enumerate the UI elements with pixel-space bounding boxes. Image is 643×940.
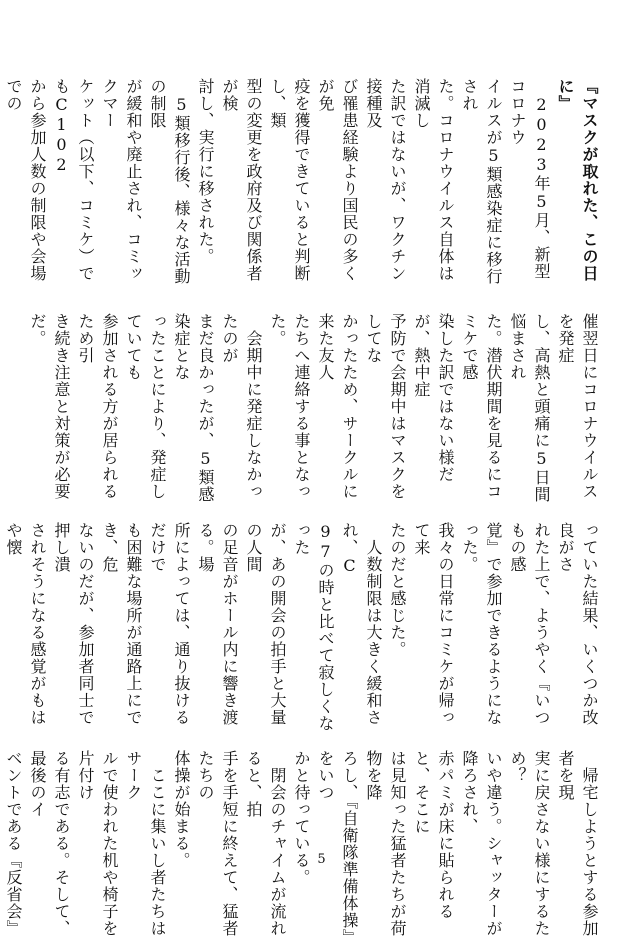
text-line: 体操が始まる。: [172, 750, 191, 869]
text-line: まだ良かったが、5類感染症とな: [172, 313, 215, 503]
text-line: 実に戻さない様にするため？: [508, 750, 551, 937]
text-line: 人数制限は大きく緩和され、C: [340, 522, 383, 726]
text-block-2: [28, 313, 601, 513]
bold-heading-line: 『マスクが取れた、この日に』: [556, 78, 599, 282]
text-line: 帰宅しようとする参加者を現: [556, 750, 599, 937]
text-line: かと待っている。: [292, 750, 311, 886]
text-line: たちへ連絡する事となった。: [268, 313, 311, 500]
text-line: の足音がホール内に響き渡る。場: [196, 522, 239, 726]
text-line: は見知った猛者たちが荷物を降: [364, 750, 407, 937]
text-line: 会期中に発症しなかったのが: [220, 313, 263, 500]
text-line: 97の時と比べて寂しくなった: [292, 522, 335, 732]
text-line: 予防で会期中はマスクをしてな: [364, 313, 407, 500]
text-line: 催翌日にコロナウイルスを発症: [556, 313, 599, 500]
text-line: び罹患経験より国民の多くが免: [316, 78, 359, 282]
text-block-3: [4, 522, 601, 732]
text-line: いや違う。シャッターが降ろされ、: [460, 750, 503, 937]
text-line: 型の変更を政府及び関係者が検: [220, 78, 263, 282]
text-line: [0, 78, 1, 288]
text-line: かったため、サークルに来た友人: [316, 313, 359, 500]
text-line: た訳ではないが、ワクチン接種及: [364, 78, 407, 282]
text-line: イルスが5類感染症に移行され: [460, 78, 503, 285]
bold-heading-line: [0, 313, 1, 513]
text-block-1: [4, 78, 601, 288]
text-line: し、高熱と頭痛に5日間悩まされ: [508, 313, 551, 503]
text-line: ルで使われた机や椅子を片付け: [76, 750, 119, 937]
text-line: ないのだが、参加者同士で押し潰: [52, 522, 95, 726]
text-line: ベントである『反省会』: [4, 750, 23, 937]
text-line: [0, 522, 1, 732]
text-line: 赤パミが床に貼られると、そこに: [412, 750, 455, 920]
text-line: る有志である。そして、最後のイ: [28, 750, 71, 937]
text-line: ケット（以下、コミケ）でもC102: [52, 78, 95, 282]
text-line: 2023年5月、新型コロナウ: [508, 78, 551, 280]
text-line: 我々の日常にコミケが帰って来: [412, 522, 455, 726]
text-line: たのだと感じた。: [388, 522, 407, 658]
text-line: から参加人数の制限や会場での: [4, 78, 47, 282]
text-line: 討し、実行に移された。: [196, 78, 215, 265]
text-line: ろし、『自衛隊準備体操』をいつ: [316, 750, 359, 938]
text-line: 覚』で参加できるようになった。: [460, 522, 503, 726]
text-line: た。コロナウイルス自体は消滅し: [412, 78, 455, 282]
text-line: 所によっては、通り抜けるだけで: [148, 522, 191, 726]
text-line: き続き注意と対策が必要だ。: [28, 313, 71, 500]
text-line: っていた結果、いくつか改良がさ: [556, 522, 599, 726]
text-line: されそうになる感覚がもはや懐: [4, 522, 47, 726]
text-line: た。潜伏期間を見るにコミケで感: [460, 313, 503, 500]
text-line: ここに集いし者たちはサーク: [124, 750, 167, 937]
text-line: が緩和や廃止され、コミックマー: [100, 78, 143, 282]
text-line: が、あの開会の拍手と大量の人間: [244, 522, 287, 726]
text-line: 参加される方が居られるため引: [76, 313, 119, 500]
text-line: れた上で、ようやく『いつもの感: [508, 522, 551, 726]
text-line: 手を手短に終えて、猛者たちの: [196, 750, 239, 937]
text-line: [1, 313, 25, 513]
text-block-4: [4, 750, 601, 940]
text-line: 閉会のチャイムが流れると、拍: [244, 750, 287, 937]
text-line: も困難な場所が通路上にでき、危: [100, 522, 143, 726]
text-line: 5類移行後、様々な活動の制限: [148, 78, 191, 285]
text-line: 染した訳ではない様だが、熱中症: [412, 313, 455, 483]
text-line: ったことにより、発症していても: [124, 313, 167, 500]
page-number: 5: [317, 852, 326, 867]
text-line: 疫を獲得できていると判断し、類: [268, 78, 311, 282]
